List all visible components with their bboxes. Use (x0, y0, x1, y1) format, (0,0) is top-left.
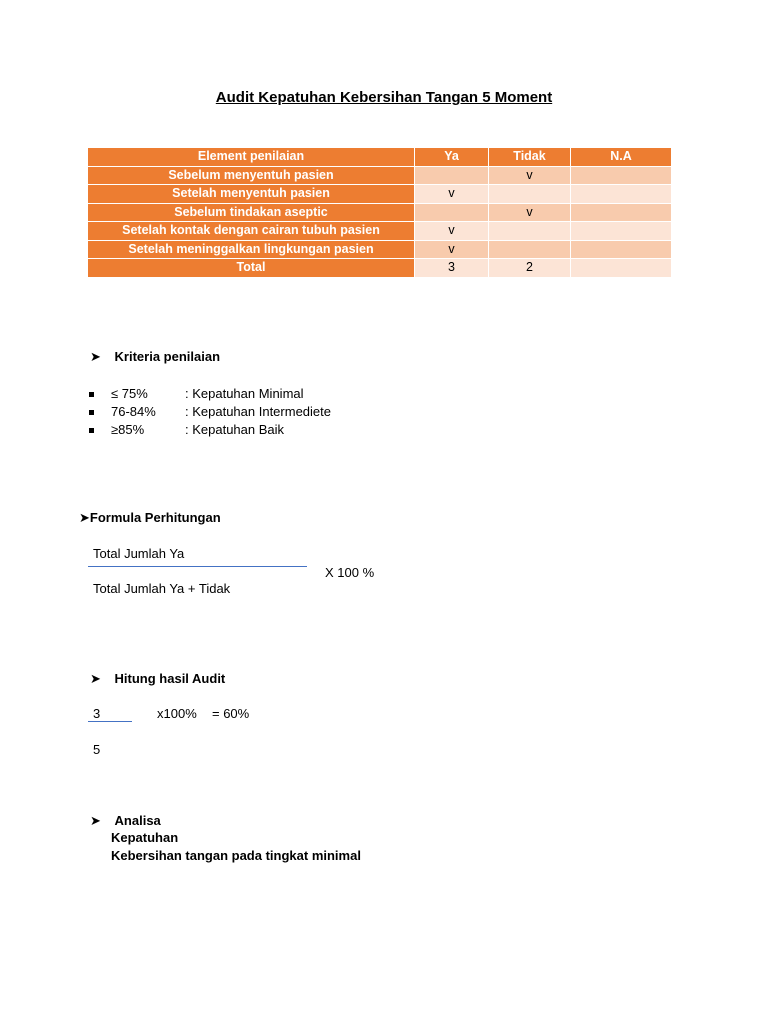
cell-tidak (489, 222, 571, 241)
row-label: Sebelum tindakan aseptic (88, 203, 415, 222)
analisa-section (90, 813, 161, 829)
header-tidak: Tidak (489, 148, 571, 167)
row-label: Setelah kontak dengan cairan tubuh pasien (88, 222, 415, 241)
formula-heading: Formula Perhitungan (89, 510, 221, 525)
kriteria-range: ≥85% (111, 422, 145, 437)
square-bullet-icon (89, 392, 94, 397)
row-label-total: Total (88, 259, 415, 278)
table-row-total (88, 259, 672, 278)
arrow-bullet-icon: ➤ (90, 813, 101, 828)
row-label: Setelah meninggalkan lingkungan pasien (88, 240, 415, 259)
formula-section (79, 510, 221, 526)
hitung-fraction-line (88, 721, 132, 722)
audit-table (87, 147, 672, 278)
table-row (88, 166, 672, 185)
table-row (88, 203, 672, 222)
kriteria-section (90, 349, 220, 365)
formula-numerator: Total Jumlah Ya (93, 546, 185, 561)
hitung-multiplier: x100% (157, 706, 197, 721)
kriteria-heading: Kriteria penilaian (114, 349, 221, 364)
analisa-line2: Kebersihan tangan pada tingkat minimal (111, 848, 361, 863)
row-label: Setelah menyentuh pasien (88, 185, 415, 204)
header-ya: Ya (415, 148, 489, 167)
hitung-section (90, 671, 225, 687)
cell-na (571, 185, 672, 204)
square-bullet-icon (89, 428, 94, 433)
formula-multiplier: X 100 % (325, 565, 375, 580)
hitung-numerator: 3 (93, 706, 101, 721)
arrow-bullet-icon: ➤ (90, 671, 101, 686)
cell-ya (415, 166, 489, 185)
kriteria-item (89, 386, 304, 401)
table-row (88, 222, 672, 241)
kriteria-item (89, 422, 285, 437)
cell-na (571, 222, 672, 241)
cell-tidak-total: 2 (489, 259, 571, 278)
cell-na (571, 166, 672, 185)
cell-na (571, 203, 672, 222)
arrow-bullet-icon: ➤ (90, 349, 101, 364)
kriteria-range: 76-84% (111, 404, 156, 419)
analisa-heading: Analisa (114, 813, 161, 828)
table-row (88, 240, 672, 259)
arrow-bullet-icon: ➤ (79, 510, 90, 525)
kriteria-item (89, 404, 331, 419)
cell-tidak (489, 185, 571, 204)
cell-ya: v (415, 185, 489, 204)
square-bullet-icon (89, 410, 94, 415)
row-label: Sebelum menyentuh pasien (88, 166, 415, 185)
cell-ya-total: 3 (415, 259, 489, 278)
cell-ya: v (415, 240, 489, 259)
table-header-row (88, 148, 672, 167)
kriteria-desc: : Kepatuhan Baik (185, 422, 285, 437)
analisa-line1: Kepatuhan (111, 830, 179, 845)
cell-na (571, 240, 672, 259)
hitung-denominator: 5 (93, 742, 101, 757)
table-row (88, 185, 672, 204)
cell-ya: v (415, 222, 489, 241)
header-na: N.A (571, 148, 672, 167)
kriteria-desc: : Kepatuhan Minimal (185, 386, 304, 401)
cell-tidak: v (489, 166, 571, 185)
formula-denominator: Total Jumlah Ya + Tidak (93, 581, 231, 596)
kriteria-range: ≤ 75% (111, 386, 148, 401)
cell-tidak (489, 240, 571, 259)
cell-ya (415, 203, 489, 222)
header-element: Element penilaian (88, 148, 415, 167)
hitung-heading: Hitung hasil Audit (114, 671, 226, 686)
cell-na-total (571, 259, 672, 278)
formula-fraction-line (88, 566, 307, 567)
kriteria-desc: : Kepatuhan Intermediete (185, 404, 331, 419)
page-title: Audit Kepatuhan Kebersihan Tangan 5 Moment (215, 89, 553, 106)
hitung-result: = 60% (212, 706, 250, 721)
cell-tidak: v (489, 203, 571, 222)
